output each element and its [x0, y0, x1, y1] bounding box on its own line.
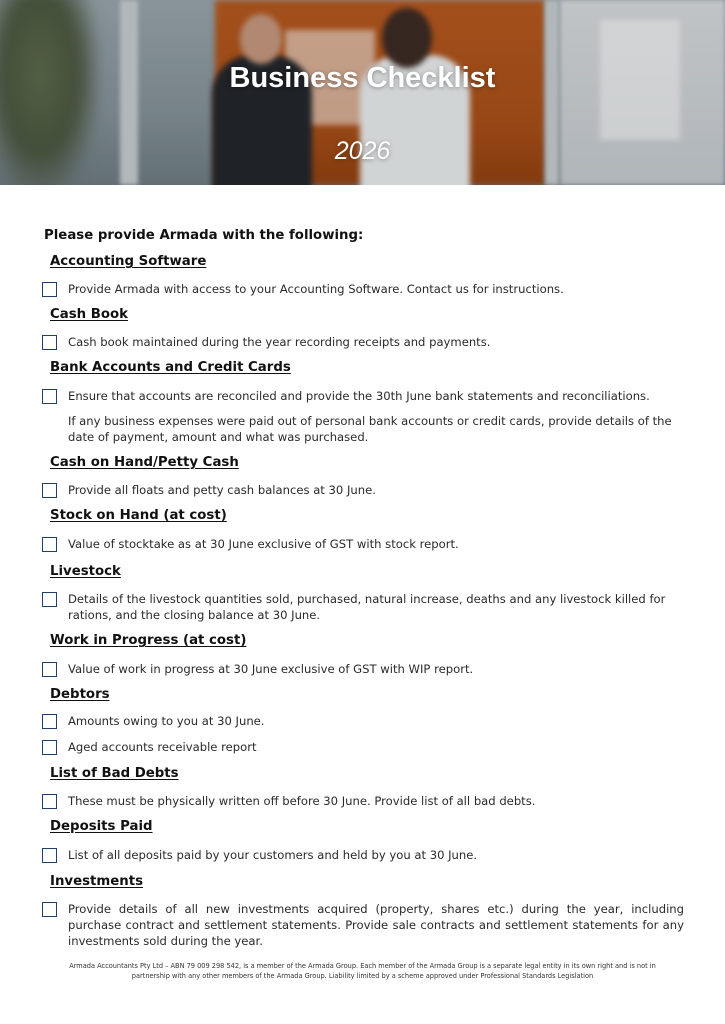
checkbox[interactable]: [42, 794, 57, 809]
checklist-item-text: List of all deposits paid by your customers and held by you at 30 June.: [68, 848, 478, 862]
section-heading-accounting-software: Accounting Software: [50, 254, 207, 269]
checklist-item-text: Provide details of all new investments acquired (property, shares etc.) during the year, including purchase contract and settlement statements. Provide sale contracts and settlement statements for any investments sold during the year.: [68, 902, 684, 948]
section-heading-cash-book: Cash Book: [50, 307, 128, 322]
page-year: 2026: [334, 137, 391, 165]
checklist-item: [42, 847, 687, 865]
checklist-item: [42, 536, 687, 554]
checklist-item-text: These must be physically written off before 30 June. Provide list of all bad debts.: [68, 794, 536, 808]
checklist-item-text: Details of the livestock quantities sold, purchased, natural increase, deaths and any livestock killed for rations, and the closing balance at 30 June.: [68, 592, 666, 622]
section-heading-work-in-progress: Work in Progress (at cost): [50, 633, 247, 648]
checkbox[interactable]: [42, 592, 57, 607]
checklist-item: [42, 281, 687, 299]
checkbox[interactable]: [42, 902, 57, 917]
checklist-item-text: Value of stocktake as at 30 June exclusive of GST with stock report.: [68, 537, 459, 551]
checkbox[interactable]: [42, 537, 57, 552]
footer-disclaimer: Armada Accountants Pty Ltd – ABN 79 009 298 542, is a member of the Armada Group. Each member of the Armada Group is a separate legal entity in its own right and is not in partnership with any other members of the Armada Group. Liability limited by a scheme approved under Professional Standards Legislation: [69, 962, 656, 980]
checklist-item: [42, 661, 687, 679]
checkbox[interactable]: [42, 335, 57, 350]
checklist-item-text: Aged accounts receivable report: [68, 740, 257, 754]
section-heading-cash-on-hand: Cash on Hand/Petty Cash: [50, 455, 239, 470]
checkbox[interactable]: [42, 662, 57, 677]
checkbox[interactable]: [42, 483, 57, 498]
checklist-item: [42, 713, 687, 731]
section-heading-debtors: Debtors: [50, 687, 110, 702]
checklist-item-text: Cash book maintained during the year recording receipts and payments.: [68, 335, 491, 349]
hero-banner: [0, 0, 725, 185]
checklist-item-text: Provide Armada with access to your Accounting Software. Contact us for instructions.: [68, 282, 564, 296]
section-heading-investments: Investments: [50, 874, 143, 889]
checkbox[interactable]: [42, 282, 57, 297]
section-note: If any business expenses were paid out of personal bank accounts or credit cards, provide details of the date of payment, amount and what was purchased.: [68, 414, 672, 444]
checklist-item: [42, 793, 687, 811]
checklist-item: [42, 388, 687, 406]
checklist-item-text: Provide all floats and petty cash balances at 30 June.: [68, 483, 376, 497]
intro-text: Please provide Armada with the following:: [44, 228, 364, 243]
section-heading-stock-on-hand: Stock on Hand (at cost): [50, 508, 227, 523]
checklist-item: [42, 591, 687, 625]
checklist-item: [42, 482, 687, 500]
checklist-item-text: Ensure that accounts are reconciled and provide the 30th June bank statements and reconciliations.: [68, 389, 650, 403]
checkbox[interactable]: [42, 848, 57, 863]
checkbox[interactable]: [42, 740, 57, 755]
checklist-item-text: Value of work in progress at 30 June exclusive of GST with WIP report.: [68, 662, 474, 676]
checklist-item: [42, 901, 687, 951]
checklist-item: [42, 739, 687, 757]
section-heading-bad-debts: List of Bad Debts: [50, 766, 179, 781]
checklist-item-text: Amounts owing to you at 30 June.: [68, 714, 265, 728]
section-heading-deposits-paid: Deposits Paid: [50, 819, 153, 834]
checkbox[interactable]: [42, 714, 57, 729]
section-heading-bank-accounts: Bank Accounts and Credit Cards: [50, 360, 291, 375]
section-heading-livestock: Livestock: [50, 564, 121, 579]
page-title: Business Checklist: [229, 62, 496, 94]
checklist-item: [42, 334, 687, 352]
checkbox[interactable]: [42, 389, 57, 404]
